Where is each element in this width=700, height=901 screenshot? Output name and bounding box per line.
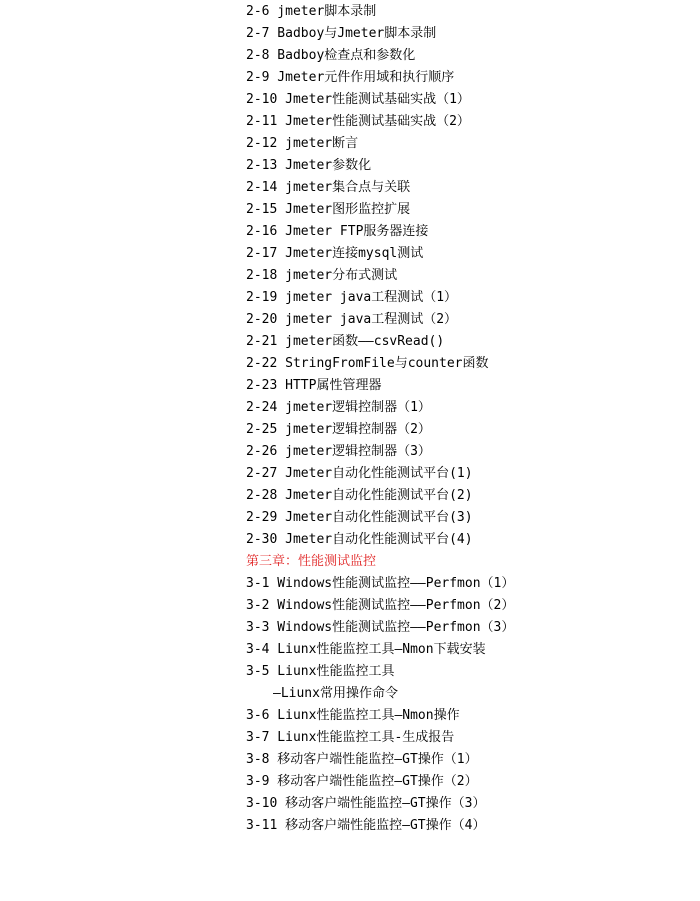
toc-entry: 3-10 移动客户端性能监控—GT操作（3）	[246, 796, 486, 811]
toc-entry: 2-13 Jmeter参数化	[246, 158, 372, 173]
toc-entry: 2-26 jmeter逻辑控制器（3）	[246, 444, 431, 459]
toc-entry: 3-7 Liunx性能监控工具-生成报告	[246, 730, 455, 745]
toc-entry: 3-3 Windows性能测试监控——Perfmon（3）	[246, 620, 515, 635]
toc-entry: 2-8 Badboy检查点和参数化	[246, 48, 416, 63]
toc-entry: 2-19 jmeter java工程测试（1）	[246, 290, 458, 305]
toc-entry: 2-15 Jmeter图形监控扩展	[246, 202, 411, 217]
toc-entry: 2-14 jmeter集合点与关联	[246, 180, 411, 195]
toc-entry: 3-4 Liunx性能监控工具—Nmon下载安装	[246, 642, 486, 657]
toc-entry: 2-18 jmeter分布式测试	[246, 268, 398, 283]
toc-entry: 2-30 Jmeter自动化性能测试平台(4)	[246, 532, 473, 547]
toc-entry: 3-6 Liunx性能监控工具—Nmon操作	[246, 708, 460, 723]
toc-entry: 3-2 Windows性能测试监控——Perfmon（2）	[246, 598, 515, 613]
toc-entry: 2-6 jmeter脚本录制	[246, 4, 377, 19]
toc-entry: 3-11 移动客户端性能监控—GT操作（4）	[246, 818, 486, 833]
toc-entry: 2-29 Jmeter自动化性能测试平台(3)	[246, 510, 473, 525]
toc-entry: 2-12 jmeter断言	[246, 136, 359, 151]
toc-entry: 3-9 移动客户端性能监控—GT操作（2）	[246, 774, 478, 789]
toc-entry: 2-21 jmeter函数——csvRead()	[246, 334, 445, 349]
toc-entry: 2-20 jmeter java工程测试（2）	[246, 312, 458, 327]
toc-entry: 2-24 jmeter逻辑控制器（1）	[246, 400, 431, 415]
toc-entry: 2-23 HTTP属性管理器	[246, 378, 382, 393]
chapter-heading: 第三章：性能测试监控	[246, 554, 377, 569]
toc-entry: 2-17 Jmeter连接mysql测试	[246, 246, 424, 261]
toc-entry: 3-1 Windows性能测试监控——Perfmon（1）	[246, 576, 515, 591]
toc-entry: 2-7 Badboy与Jmeter脚本录制	[246, 26, 437, 41]
toc-entry: 2-25 jmeter逻辑控制器（2）	[246, 422, 431, 437]
toc-entry: —Liunx常用操作命令	[273, 686, 398, 701]
toc-entry: 2-10 Jmeter性能测试基础实战（1）	[246, 92, 470, 107]
toc-entry: 2-22 StringFromFile与counter函数	[246, 356, 489, 371]
table-of-contents	[246, 1, 686, 837]
toc-entry: 2-16 Jmeter FTP服务器连接	[246, 224, 429, 239]
toc-entry: 3-5 Liunx性能监控工具	[246, 664, 395, 679]
toc-entry: 2-11 Jmeter性能测试基础实战（2）	[246, 114, 470, 129]
toc-entry: 2-27 Jmeter自动化性能测试平台(1)	[246, 466, 473, 481]
toc-entry: 3-8 移动客户端性能监控—GT操作（1）	[246, 752, 478, 767]
toc-entry: 2-28 Jmeter自动化性能测试平台(2)	[246, 488, 473, 503]
toc-entry: 2-9 Jmeter元件作用域和执行顺序	[246, 70, 455, 85]
